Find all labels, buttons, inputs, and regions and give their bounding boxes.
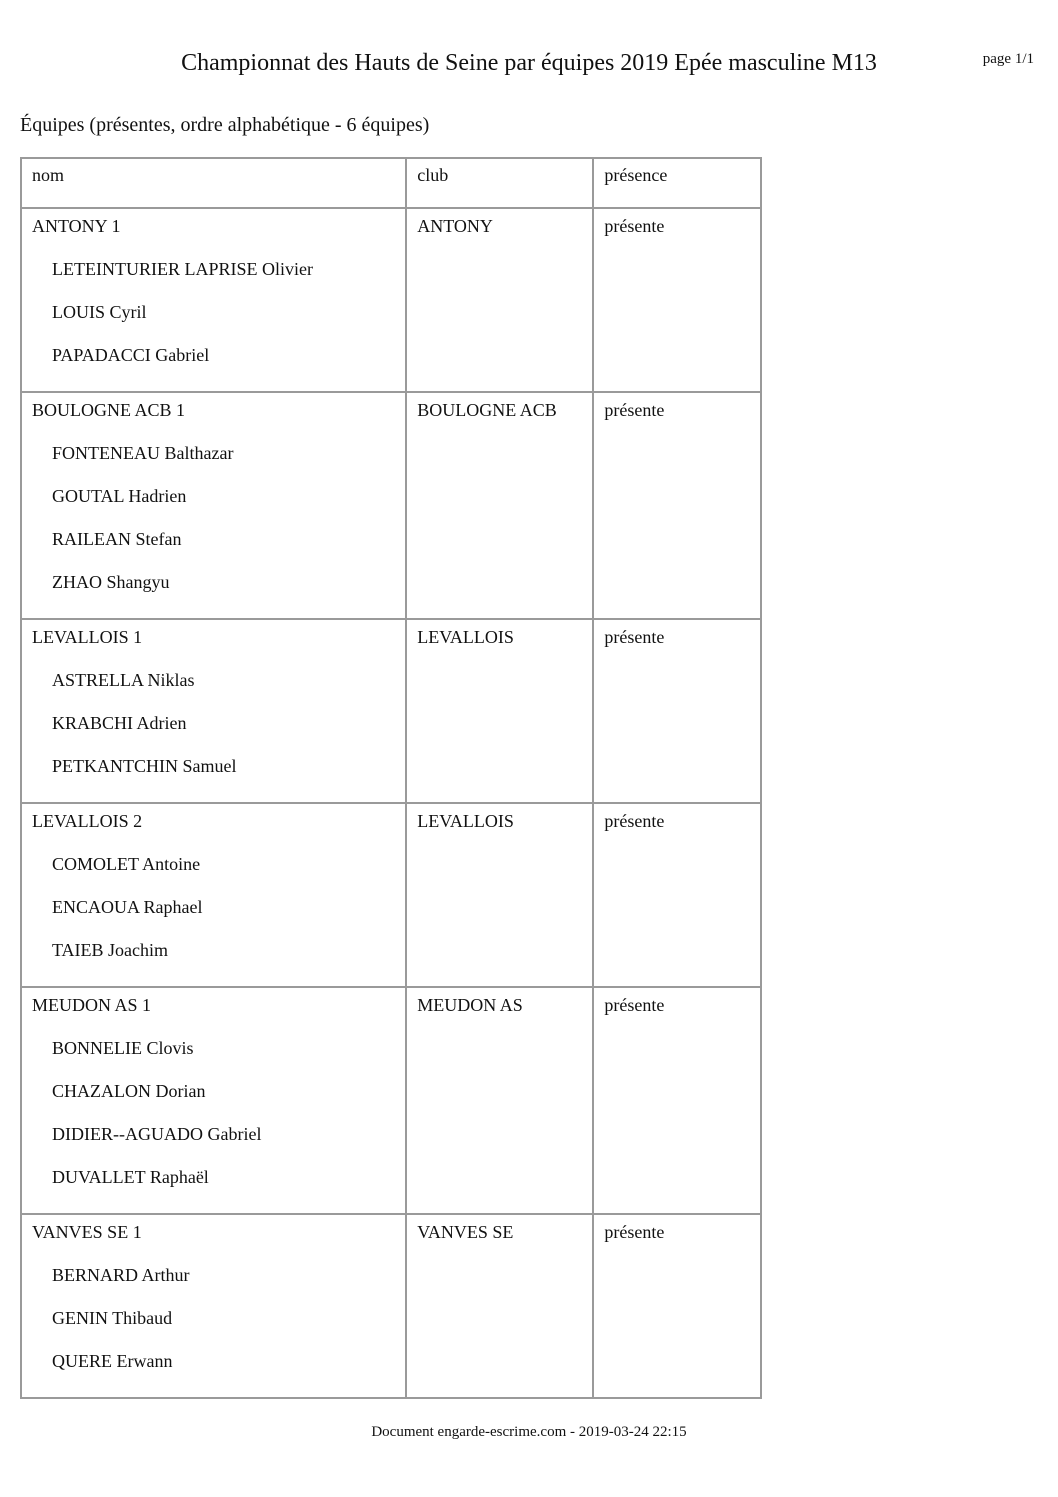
header-club: club: [406, 158, 593, 208]
team-member: FONTENEAU Balthazar: [52, 443, 234, 463]
teams-body: [21, 208, 761, 1398]
team-member: BERNARD Arthur: [52, 1265, 190, 1285]
club-cell: [406, 208, 593, 392]
table-row: [21, 987, 761, 1214]
team-member: QUERE Erwann: [52, 1351, 173, 1371]
presence-cell: [593, 987, 761, 1214]
team-member: KRABCHI Adrien: [52, 713, 187, 733]
team-member: LETEINTURIER LAPRISE Olivier: [52, 259, 313, 279]
presence-status: présente: [604, 811, 665, 831]
header-presence: présence: [593, 158, 761, 208]
header-nom: nom: [21, 158, 406, 208]
team-cell: [21, 803, 406, 987]
team-cell: [21, 208, 406, 392]
table-header-row: [21, 158, 761, 208]
team-cell: [21, 619, 406, 803]
footer: Document engarde-escrime.com - 2019-03-24 22:15: [371, 1424, 687, 1440]
club-cell: [406, 619, 593, 803]
team-name: LEVALLOIS 2: [32, 811, 143, 831]
team-member: GOUTAL Hadrien: [52, 486, 187, 506]
club-name: MEUDON AS: [417, 995, 523, 1015]
page-number: page 1/1: [982, 51, 1034, 67]
team-cell: [21, 1214, 406, 1398]
team-cell: [21, 392, 406, 619]
club-name: LEVALLOIS: [417, 811, 514, 831]
team-name: MEUDON AS 1: [32, 995, 152, 1015]
team-name: BOULOGNE ACB 1: [32, 400, 186, 420]
club-cell: [406, 803, 593, 987]
team-member: ZHAO Shangyu: [52, 572, 170, 592]
presence-cell: [593, 208, 761, 392]
teams-table: [20, 157, 762, 1399]
team-member: RAILEAN Stefan: [52, 529, 182, 549]
presence-status: présente: [604, 995, 665, 1015]
team-member: ASTRELLA Niklas: [52, 670, 195, 690]
team-cell: [21, 987, 406, 1214]
team-member: DIDIER--AGUADO Gabriel: [52, 1124, 262, 1144]
team-member: BONNELIE Clovis: [52, 1038, 194, 1058]
presence-cell: [593, 619, 761, 803]
club-name: BOULOGNE ACB: [417, 400, 557, 420]
table-row: [21, 1214, 761, 1398]
team-name: LEVALLOIS 1: [32, 627, 143, 647]
presence-cell: [593, 392, 761, 619]
club-name: LEVALLOIS: [417, 627, 514, 647]
club-name: VANVES SE: [417, 1222, 514, 1242]
club-name: ANTONY: [417, 216, 493, 236]
team-member: CHAZALON Dorian: [52, 1081, 206, 1101]
team-member: GENIN Thibaud: [52, 1308, 173, 1328]
team-member: PETKANTCHIN Samuel: [52, 756, 237, 776]
club-cell: [406, 1214, 593, 1398]
presence-status: présente: [604, 400, 665, 420]
presence-cell: [593, 803, 761, 987]
table-row: [21, 208, 761, 392]
team-member: LOUIS Cyril: [52, 302, 147, 322]
table-row: [21, 803, 761, 987]
team-member: TAIEB Joachim: [52, 940, 169, 960]
document-title: Championnat des Hauts de Seine par équipes 2019 Epée masculine M13: [181, 50, 877, 76]
table-row: [21, 619, 761, 803]
club-cell: [406, 392, 593, 619]
team-member: PAPADACCI Gabriel: [52, 345, 210, 365]
presence-status: présente: [604, 1222, 665, 1242]
team-name: ANTONY 1: [32, 216, 121, 236]
team-member: ENCAOUA Raphael: [52, 897, 203, 917]
team-name: VANVES SE 1: [32, 1222, 142, 1242]
team-member: COMOLET Antoine: [52, 854, 201, 874]
team-member: DUVALLET Raphaël: [52, 1167, 209, 1187]
table-row: [21, 392, 761, 619]
presence-status: présente: [604, 216, 665, 236]
club-cell: [406, 987, 593, 1214]
section-title: Équipes (présentes, ordre alphabétique - 6 équipes): [20, 114, 430, 136]
presence-cell: [593, 1214, 761, 1398]
presence-status: présente: [604, 627, 665, 647]
